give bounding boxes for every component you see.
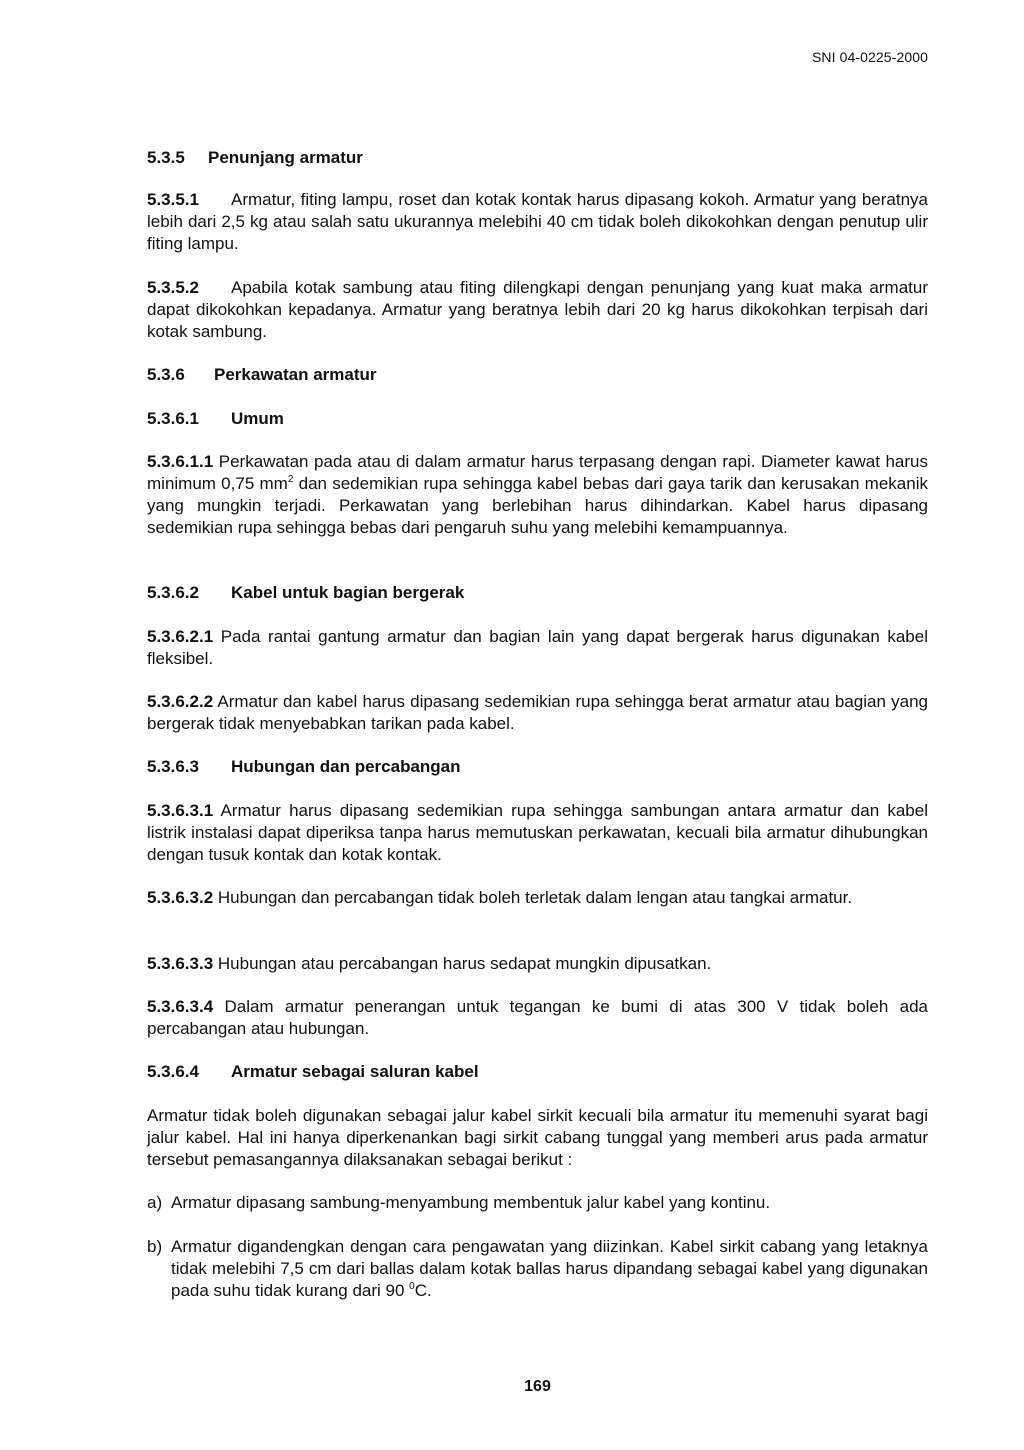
paragraph-text: Pada rantai gantung armatur dan bagian lain yang dapat bergerak harus digunakan kabel fleksibel. (147, 627, 928, 668)
list-item-a (147, 1192, 928, 1214)
list-text-continued: C. (414, 1281, 432, 1300)
heading-5-3-5 (147, 147, 928, 169)
paragraph-text: Apabila kotak sambung atau fiting dilengkapi dengan penunjang yang kuat maka armatur dapat dikokohkan kepadanya. Armatur yang beratnya lebih dari 20 kg harus dikokohkan terpisah dari kotak sambung. (147, 278, 928, 341)
list-item-text (171, 1192, 928, 1214)
paragraph-text: Armatur, fiting lampu, roset dan kotak kontak harus dipasang kokoh. Armatur yang beratnya lebih dari 2,5 kg atau salah satu ukurannya melebihi 40 cm tidak boleh dikokohkan dengan penutup ulir fiting lampu. (147, 190, 928, 253)
document-page (147, 0, 928, 1450)
heading-5-3-6 (147, 364, 928, 386)
list-text: Armatur digandengkan dengan cara pengawatan yang diizinkan. Kabel sirkit cabang yang letaknya tidak melebihi 7,5 cm dari ballas dalam kotak ballas harus dipandang sebagai kabel yang digunakan pada suhu tidak kurang dari 90 (171, 1237, 928, 1300)
paragraph-text: Armatur dan kabel harus dipasang sedemikian rupa sehingga berat armatur atau bagian yang bergerak tidak menyebabkan tarikan pada kabel. (147, 692, 928, 733)
paragraph-5-3-6-3-1 (147, 800, 928, 866)
paragraph-number: 5.3.6.2.2 (147, 692, 214, 711)
paragraph-number: 5.3.6.3.3 (147, 954, 214, 973)
section-number: 5.3.6.1 (147, 409, 199, 428)
paragraph-text: Dalam armatur penerangan untuk tegangan ke bumi di atas 300 V tidak boleh ada percabangan atau hubungan. (147, 997, 928, 1038)
paragraph-5-3-6-3-2 (147, 887, 928, 909)
paragraph-text: Hubungan atau percabangan harus sedapat mungkin dipusatkan. (217, 954, 712, 973)
heading-5-3-6-1 (147, 408, 928, 430)
section-number: 5.3.6.4 (147, 1062, 199, 1081)
paragraph-5-3-6-3-4 (147, 996, 928, 1040)
section-title: Kabel untuk bagian bergerak (231, 583, 465, 602)
section-number: 5.3.6 (147, 365, 185, 384)
paragraph-number: 5.3.6.3.2 (147, 888, 214, 907)
document-code: SNI 04-0225-2000 (811, 49, 928, 65)
paragraph-number: 5.3.6.1.1 (147, 452, 214, 471)
superscript: 0 (409, 1281, 415, 1292)
paragraph-5-3-6-2-1 (147, 626, 928, 670)
paragraph-5-3-5-2 (147, 277, 928, 343)
page-number: 169 (524, 1378, 551, 1395)
paragraph-5-3-6-2-2 (147, 691, 928, 735)
heading-5-3-6-4 (147, 1061, 928, 1083)
paragraph-5-3-6-1-1 (147, 451, 928, 539)
section-title: Perkawatan armatur (214, 365, 377, 384)
paragraph-number: 5.3.5.1 (147, 190, 199, 209)
heading-5-3-6-2 (147, 582, 928, 604)
paragraph-text: Perkawatan pada atau di dalam armatur harus terpasang dengan rapi. Diameter kawat harus minimum 0,75 mm (147, 452, 928, 493)
heading-5-3-6-3 (147, 756, 928, 778)
paragraph-number: 5.3.6.3.1 (147, 801, 214, 820)
paragraph-5-3-5-1 (147, 189, 928, 255)
section-number: 5.3.6.2 (147, 583, 199, 602)
paragraph-number: 5.3.5.2 (147, 278, 199, 297)
list-marker: b) (147, 1237, 163, 1256)
superscript: 2 (287, 474, 294, 485)
section-number: 5.3.6.3 (147, 757, 199, 776)
paragraph-armatur-body (147, 1105, 928, 1171)
list-item-b (147, 1236, 928, 1302)
section-title: Penunjang armatur (208, 148, 363, 167)
paragraph-text: Armatur harus dipasang sedemikian rupa sehingga sambungan antara armatur dan kabel listrik instalasi dapat diperiksa tanpa harus memutuskan perkawatan, kecuali bila armatur dihubungkan dengan tusuk kontak dan kotak kontak. (147, 801, 928, 864)
paragraph-text-continued: dan sedemikian rupa sehingga kabel bebas dari gaya tarik dan kerusakan mekanik yang mungkin terjadi. Perkawatan yang berlebihan harus dihindarkan. Kabel harus dipasang sedemikian rupa sehingga bebas dari pengaruh suhu yang melebihi kemampuannya. (147, 474, 928, 537)
section-title: Umum (231, 409, 284, 428)
list-text: Armatur dipasang sambung-menyambung membentuk jalur kabel yang kontinu. (171, 1193, 771, 1212)
list-marker: a) (147, 1193, 163, 1212)
paragraph-text: Armatur tidak boleh digunakan sebagai jalur kabel sirkit kecuali bila armatur itu memenuhi syarat bagi jalur kabel. Hal ini hanya diperkenankan bagi sirkit cabang tunggal yang memberi arus pada armatur tersebut pemasangannya dilaksanakan sebagai berikut : (147, 1106, 928, 1169)
paragraph-5-3-6-3-3 (147, 953, 928, 975)
section-number: 5.3.5 (147, 148, 185, 167)
section-title: Hubungan dan percabangan (231, 757, 461, 776)
list-item-text (171, 1236, 928, 1302)
paragraph-text: Hubungan dan percabangan tidak boleh terletak dalam lengan atau tangkai armatur. (217, 888, 853, 907)
section-title: Armatur sebagai saluran kabel (231, 1062, 479, 1081)
paragraph-number: 5.3.6.3.4 (147, 997, 214, 1016)
paragraph-number: 5.3.6.2.1 (147, 627, 214, 646)
